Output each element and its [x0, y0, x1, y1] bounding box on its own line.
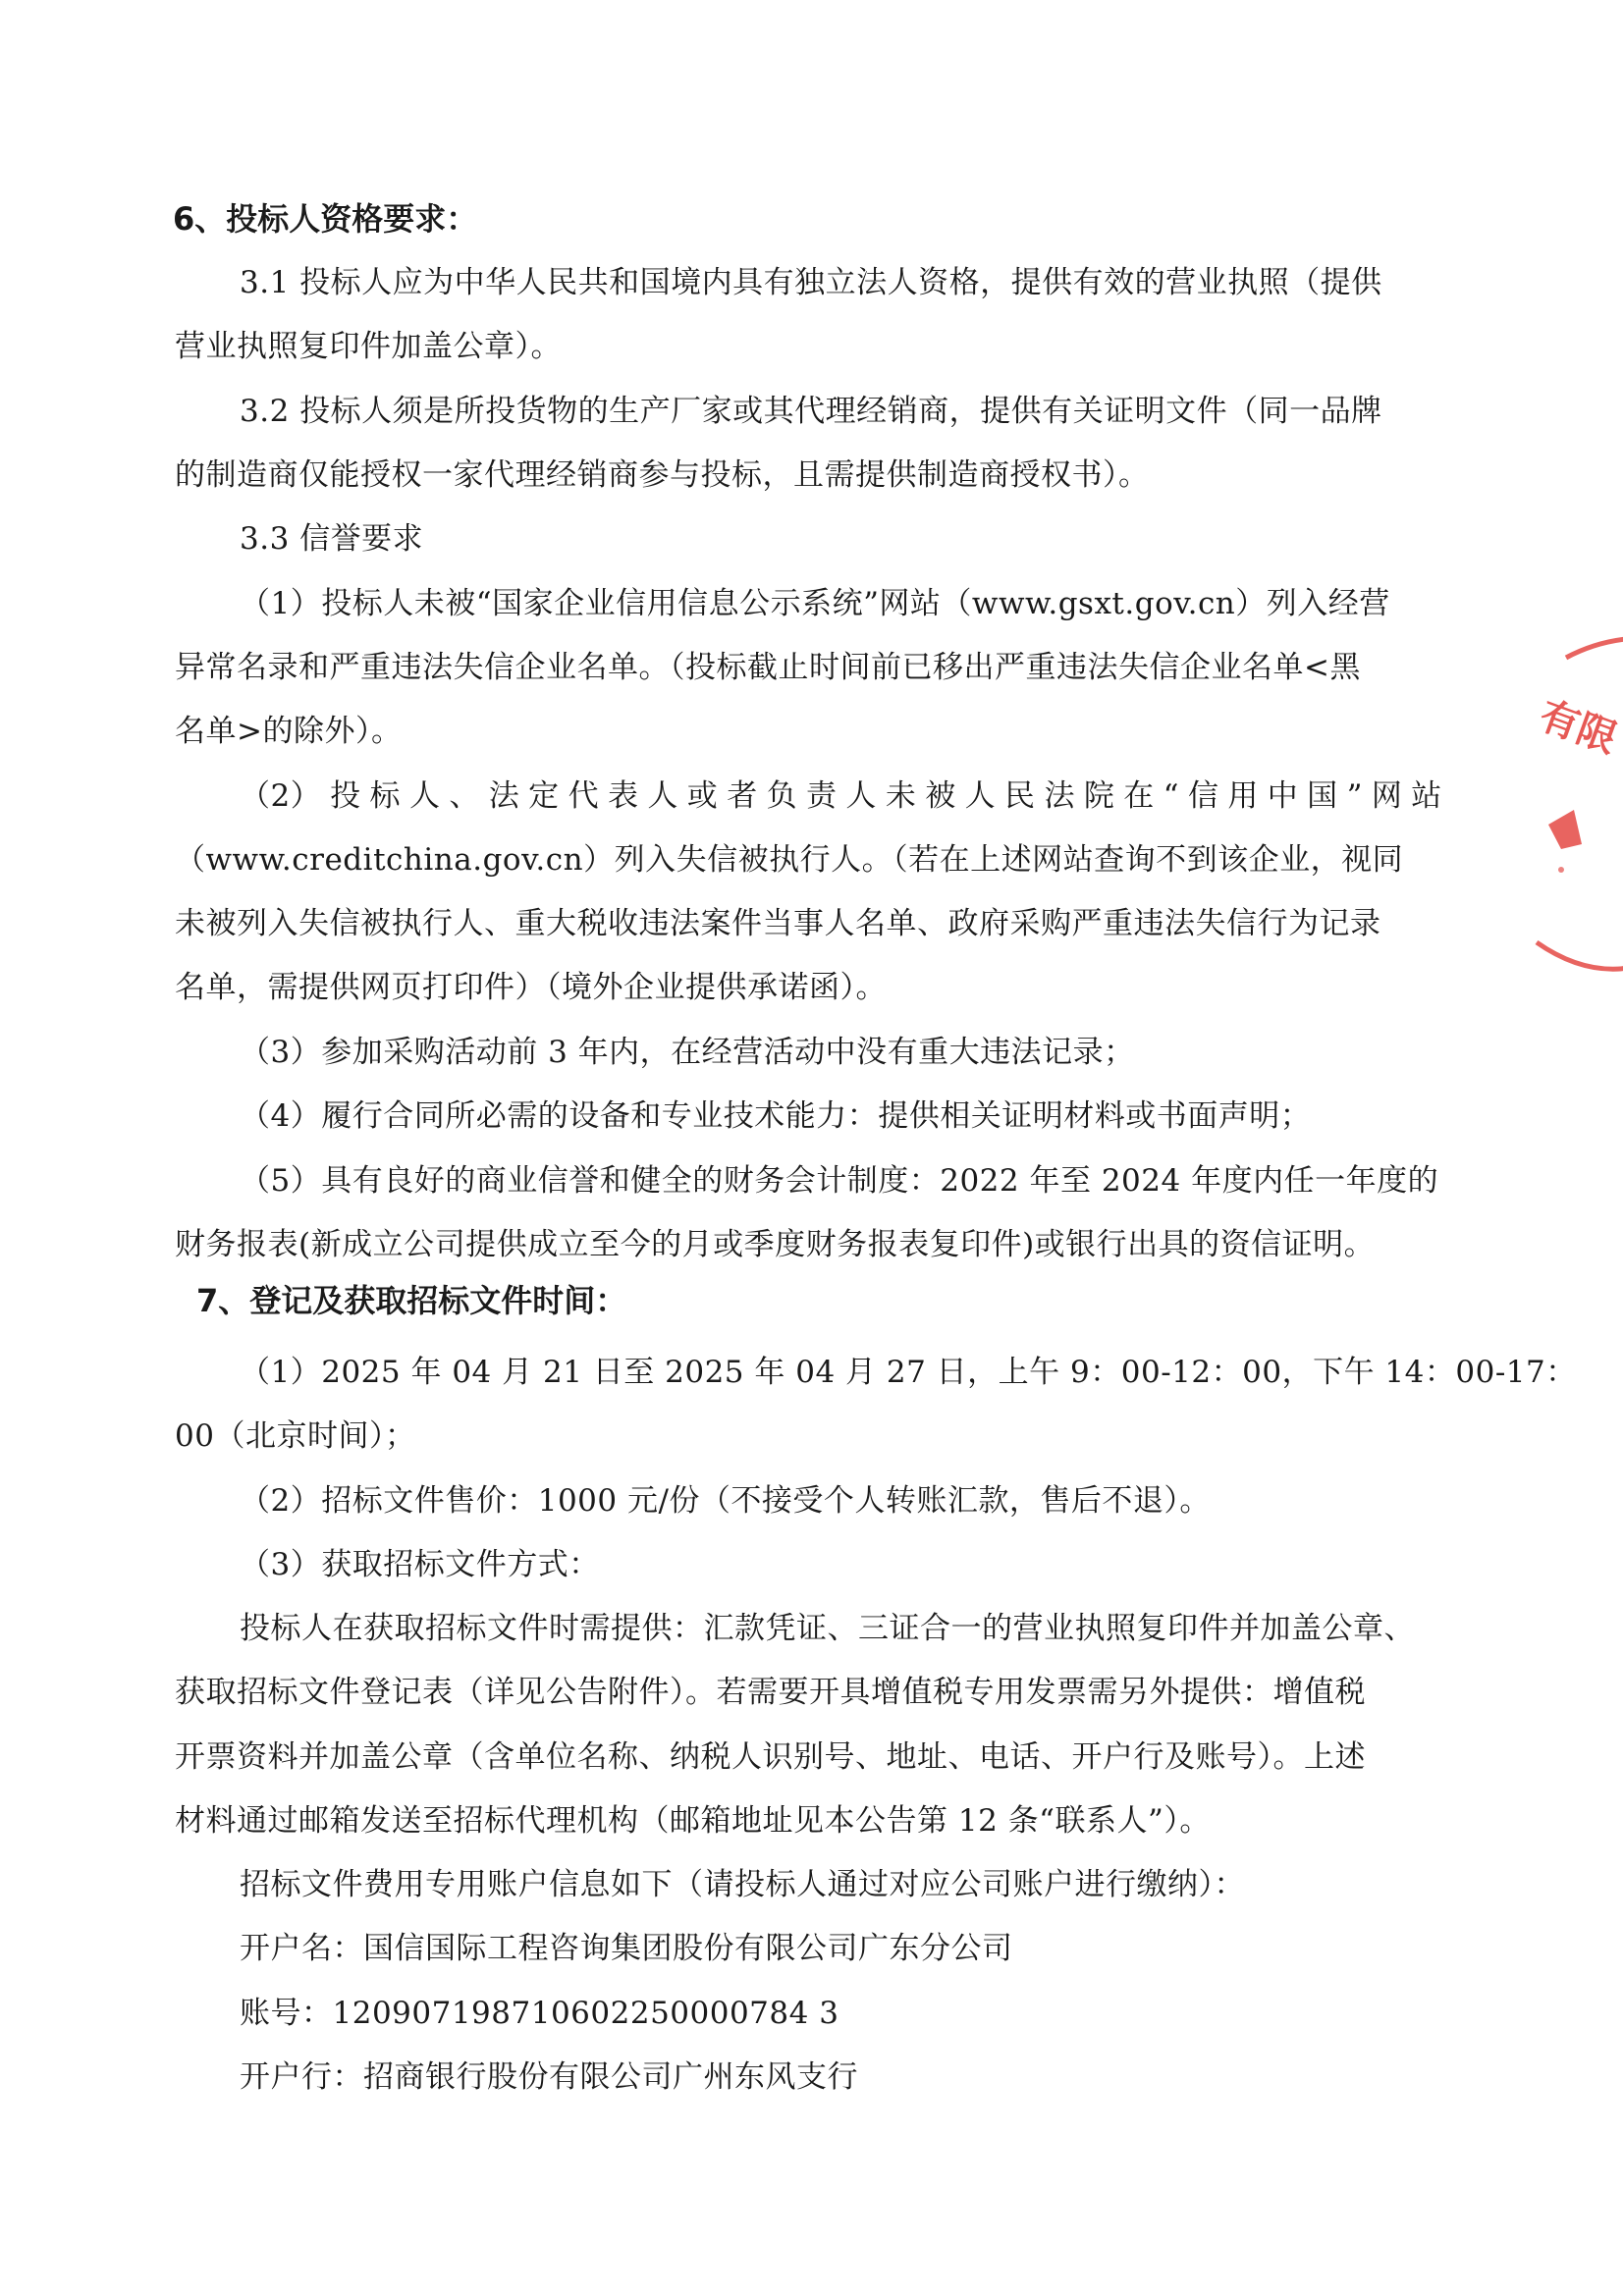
credit-item-5-line-2: 财务报表(新成立公司提供成立至今的月或季度财务报表复印件)或银行出具的资信证明。 [175, 1227, 1376, 1262]
credit-item-2-char: 人 [964, 778, 997, 814]
credit-item-2-char: 在 [1123, 778, 1155, 814]
credit-item-2-char: 、 [449, 778, 480, 814]
clause-3-2-line-1: 3.2 投标人须是所投货物的生产厂家或其代理经销商，提供有关证明文件（同一品牌 [240, 394, 1382, 429]
credit-item-2-char: 法 [488, 778, 520, 814]
credit-item-2-char: 网 [1371, 778, 1403, 814]
credit-item-5-line-1: （5）具有良好的商业信誉和健全的财务会计制度：2022 年至 2024 年度内任一年度的 [240, 1163, 1439, 1199]
credit-item-2-char: 人 [408, 778, 441, 814]
credit-item-1-line-2: 异常名录和严重违法失信企业名单。（投标截止时间前已移出严重违法失信企业名单<黑 [175, 650, 1361, 685]
method-para-line-1: 投标人在获取招标文件时需提供：汇款凭证、三证合一的营业执照复印件并加盖公章、 [240, 1611, 1415, 1646]
credit-item-2-char: 民 [1004, 778, 1036, 814]
credit-item-2-char: （2） [240, 778, 322, 814]
credit-item-2-char: 人 [647, 778, 678, 814]
clause-3-2-line-2: 的制造商仅能授权一家代理经销商参与投标，且需提供制造商授权书）。 [175, 457, 1150, 493]
company-seal-stamp [1527, 628, 1623, 982]
time-item-1-line-2: 00（北京时间）； [175, 1418, 416, 1454]
credit-item-2-char: 责 [806, 778, 838, 814]
section-6-heading: 6、投标人资格要求： [173, 200, 478, 238]
credit-item-2-char: 院 [1083, 778, 1115, 814]
method-para-line-4: 材料通过邮箱发送至招标代理机构（邮箱地址见本公告第 12 条“联系人”）。 [175, 1803, 1211, 1839]
time-item-1-line-1: （1）2025 年 04 月 21 日至 2025 年 04 月 27 日，上午 9：00-12：00，下午 14：00-17： [240, 1355, 1577, 1390]
credit-item-2-char: ” [1346, 778, 1363, 814]
credit-item-2-char: 站 [1411, 778, 1442, 814]
clause-3-1-line-2: 营业执照复印件加盖公章）。 [175, 329, 562, 364]
method-para-line-2: 获取招标文件登记表（详见公告附件）。若需要开具增值税专用发票需另外提供：增值税 [175, 1675, 1366, 1710]
credit-item-2-char: 代 [568, 778, 600, 814]
credit-item-4: （4）履行合同所必需的设备和专业技术能力：提供相关证明材料或书面声明； [240, 1098, 1312, 1134]
time-item-2: （2）招标文件售价：1000 元/份（不接受个人转账汇款，售后不退）。 [240, 1483, 1211, 1519]
credit-item-2-char: 被 [925, 778, 956, 814]
credit-item-2-char: 用 [1227, 778, 1259, 814]
credit-item-2-char: 未 [885, 778, 917, 814]
credit-item-2-char: 定 [528, 778, 560, 814]
credit-item-2-char: 标 [369, 778, 402, 814]
credit-item-2-char: 法 [1044, 778, 1075, 814]
credit-item-2-char: 国 [1307, 778, 1338, 814]
account-number: 账号：120907198710602250000784 3 [240, 1996, 839, 2031]
credit-item-3: （3）参加采购活动前 3 年内，在经营活动中没有重大违法记录； [240, 1035, 1135, 1070]
account-intro: 招标文件费用专用账户信息如下（请投标人通过对应公司账户进行缴纳）： [240, 1867, 1245, 1902]
credit-item-2-char: 负 [766, 778, 798, 814]
account-name: 开户名：国信国际工程咨询集团股份有限公司广东分公司 [240, 1931, 1013, 1966]
credit-item-2-char: 者 [727, 778, 758, 814]
credit-item-2-line-1 [240, 776, 1442, 816]
seal-text: 有限 [1533, 692, 1623, 763]
credit-item-2-char: 或 [686, 778, 719, 814]
method-para-line-3: 开票资料并加盖公章（含单位名称、纳税人识别号、地址、电话、开户行及账号）。上述 [175, 1739, 1366, 1775]
credit-item-2-char: “ [1163, 778, 1180, 814]
credit-item-2-char: 表 [607, 778, 639, 814]
credit-item-2-char: 信 [1187, 778, 1219, 814]
clause-3-3-title: 3.3 信誉要求 [240, 521, 424, 557]
time-item-3: （3）获取招标文件方式： [240, 1547, 600, 1582]
credit-item-2-line-2: （www.creditchina.gov.cn）列入失信被执行人。（若在上述网站查询不到该企业，视同 [175, 842, 1404, 878]
credit-item-2-line-4: 名单，需提供网页打印件）（境外企业提供承诺函）。 [175, 970, 887, 1005]
credit-item-2-char: 投 [330, 778, 361, 814]
credit-item-2-char: 人 [845, 778, 877, 814]
section-7-heading: 7、登记及获取招标文件时间： [196, 1282, 627, 1319]
credit-item-2-line-3: 未被列入失信被执行人、重大税收违法案件当事人名单、政府采购严重违法失信行为记录 [175, 906, 1381, 941]
credit-item-1-line-1: （1）投标人未被“国家企业信用信息公示系统”网站（www.gsxt.gov.cn）列入经营 [240, 586, 1390, 621]
credit-item-2-char: 中 [1267, 778, 1299, 814]
account-bank: 开户行：招商银行股份有限公司广州东风支行 [240, 2059, 858, 2095]
credit-item-1-line-3: 名单>的除外）。 [175, 714, 403, 749]
clause-3-1-line-1: 3.1 投标人应为中华人民共和国境内具有独立法人资格，提供有效的营业执照（提供 [240, 265, 1382, 300]
